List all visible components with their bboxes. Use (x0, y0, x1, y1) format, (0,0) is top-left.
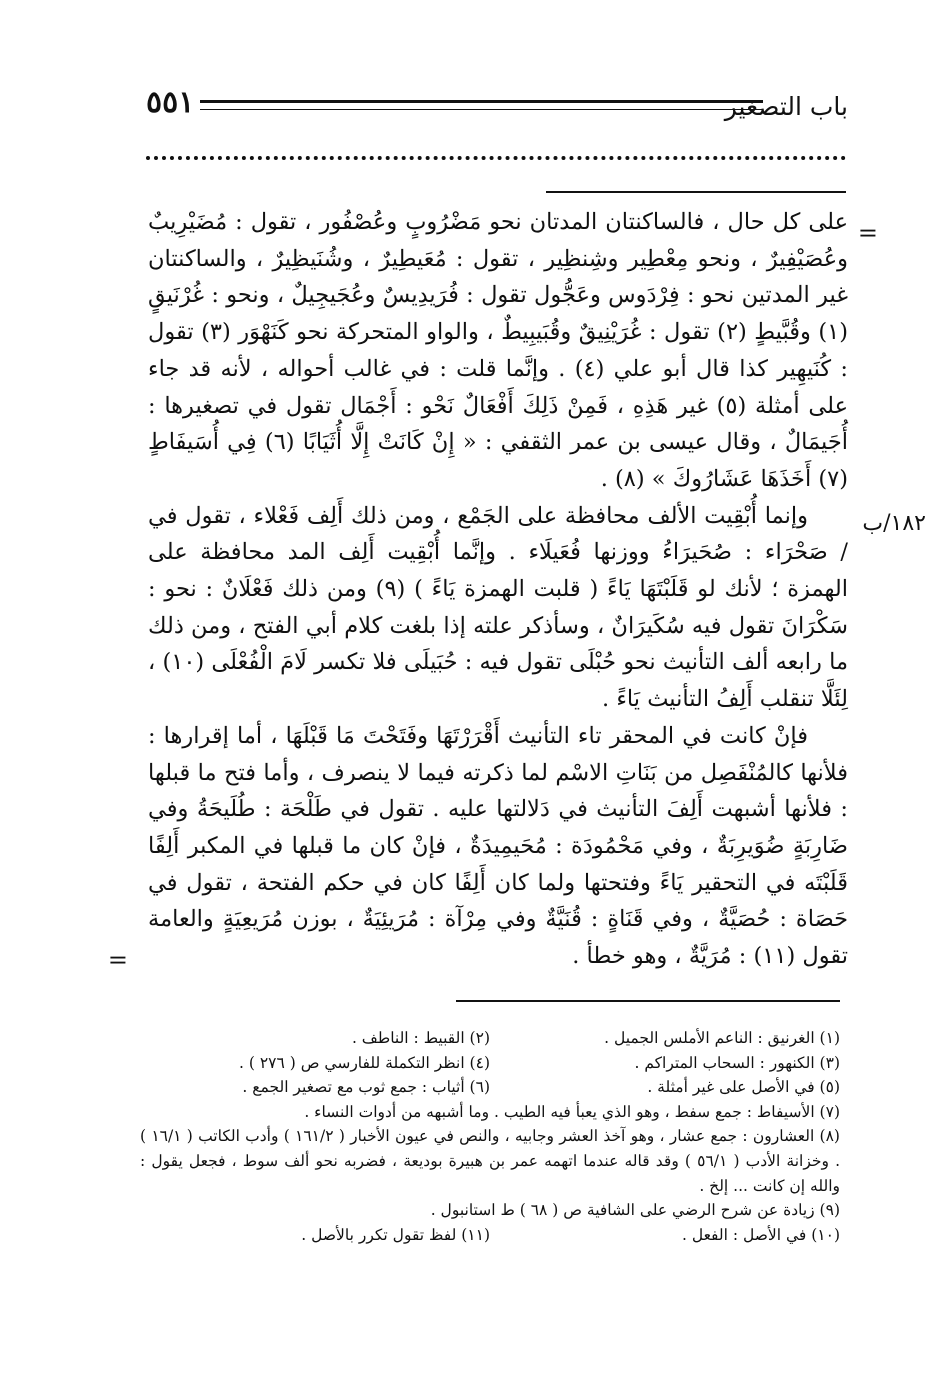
short-rule (546, 191, 846, 193)
paragraph: على كل حال ، فالساكنتان المدتان نحو مَضْرُوبٍ وعُصْفُور ، تقول : مُضَيْرِيبٌ وعُصَيْفِيرٌ ، ونحو مِعْطِير وشِنظِير ، تقول : مُعَيطِيرٌ ، وشُنَيظِيرٌ ، والساكنتان غير المدتين نحو : فِرْدَوس وعَجُّول تقول : فُرَيدِيسٌ وعُجَيجِيلٌ ، ونحو : غُرْنَيقٍ (١) وقُبَّيطٍ (٢) تقول : غُرَيْنِيقٌ وقُبَيبِيطٌ ، والواو المتحركة نحو كَنَهْوَر (٣) تقول : كُنَيهِير كذا قال أبو علي (٤) . وإنَّما قلت : في غالب أحواله ، لأنه قد جاء على أمثلة (٥) غير هَذِهِ ، فَمِنْ ذَلِكَ أَفْعَالٌ نَحْو : أَجْمَال تقول في تصغيرها : أُجَيمَالٌ ، وقال عيسى بن عمر الثقفي : « إِنْ كَانَتْ إِلَّا أُثَيَابًا (٦) فِي أُسَيفَاطٍ (٧) أَخَذَهَا عَشَارُوكَ » (٨) . (148, 209, 849, 492)
paragraph: وإنما أُبْقِيت الألف محافظة على الجَمْع ، ومن ذلك أَلِف فَعْلاء ، تقول في / صَحْرَاء : صُحَيرَاءُ ووزنها فُعَيلَاء . وإنَّما أُبْقِيت أَلِف المد محافظة على الهمزة ؛ لأنك لو قَلَبْتَهَا يَاءً ( قلبت الهمزة يَاءً ) (٩) ومن ذلك فَعْلَانٌ : نحو : سَكْرَانَ تقول فيه سُكَيرَانٌ ، وسأذكر علته إذا بلغت كلام أبي الفتح ، ومن ذلك ما رابعه ألف التأنيث نحو حُبْلَى تقول فيه : حُبَيلَى فلا تكسر لَامَ الْفُعْلَى (١٠) ، لِئَلَّا تنقلب أَلِفُ التأنيث يَاءً . (148, 502, 848, 713)
footnote: (٣) الكنهور : السحاب المتراكم . (634, 1053, 840, 1072)
dotted-separator (146, 156, 846, 170)
footnote: (١) الغرنيق : الناعم الأملس الجميل . (604, 1029, 840, 1047)
footnote: (٨) العشارون : جمع عشار ، وهو آخذ العشر وجابيه ، والنص في عيون الأخبار ( ١٦١/٢ ) وأدب الكاتب ( ١٦/١ ) . وخزانة الأدب ( ٥٦/١ ) وقد قاله عندما اتهمه عمر بن هبيرة بوديعة ، فضربه نحو ألف سوط ، فجعل يقول : والله إن كانت ... إلخ . (140, 1127, 841, 1195)
running-head: باب التصغير (724, 92, 848, 121)
footnote: (٤) انظر التكملة للفارسي ص ( ٢٧٦ ) . (239, 1053, 490, 1072)
footnote: (١٠) في الأصل : الفعل . (681, 1225, 840, 1244)
footnote-row (140, 1075, 840, 1100)
footnote: (٥) في الأصل على غير أمثلة . (647, 1078, 840, 1097)
footnote-row (140, 1026, 840, 1051)
footnote-row (140, 1051, 840, 1076)
footnotes (140, 1026, 840, 1247)
continuation-mark-end: = (107, 946, 128, 974)
paragraph: فإنْ كانت في المحقر تاء التأنيث أَقْرَرْتَهَا وفَتَحْتَ مَا قَبْلَهَا ، أما إقرارها : فلأنها كالمُنْفَصِل من بَنَاتِ الاسْم لما ذكرته فيما لا ينصرف ، وأما فتح ما قبلها : فلأنها أشبهت أَلِفَ التأنيث في دَلالتها عليه . تقول في طَلْحَة : طُلَيحَةُ وفي ضَارِبَةٍ ضُوَيرِبَةٌ ، وفي مَحْمُودَة : مُحَيمِيدَةٌ ، فإنْ كان ما قبلها في المكبر أَلِفًا قَلَبْتَه في التحقير يَاءً وفتحتها ولما كان أَلِفًا كان في حكم الفتحة ، تقول في حَصَاة : حُصَيَّةٌ ، وفي قَنَاةٍ : قُنَيَّةٌ وفي مِرْآة : مُرَيئِيَةٌ ، بوزن مُرَيعِيَةٍ والعامة تقول (١١) : مُرَيَّةٌ ، وهو خطأ . (148, 722, 848, 970)
main-text (148, 204, 848, 975)
header-rule (200, 100, 763, 110)
page-number: ٥٥١ (146, 85, 195, 120)
footnote: (٩) زيادة عن شرح الرضي على الشافية ص ( ٦٨ ) ط استانبول . (430, 1201, 840, 1220)
footnote: (٧) الأسيفاط : جمع سفط ، وهو الذي يعبأ فيه الطيب . وما أشبهه من أدوات النساء . (304, 1102, 840, 1121)
footnote: (٦) أثياب : جمع ثوب مع تصغير الجمع . (242, 1078, 490, 1097)
footnote-row (140, 1223, 840, 1248)
footnote: (٢) القبيط : الناطف . (351, 1029, 490, 1047)
footnote-rule (456, 1000, 840, 1002)
continuation-mark-start: = (857, 219, 878, 247)
manuscript-folio-marker: ١٨٢/ب (862, 511, 926, 536)
footnote: (١١) لفظ تقول تكرر بالأصل . (301, 1225, 490, 1244)
